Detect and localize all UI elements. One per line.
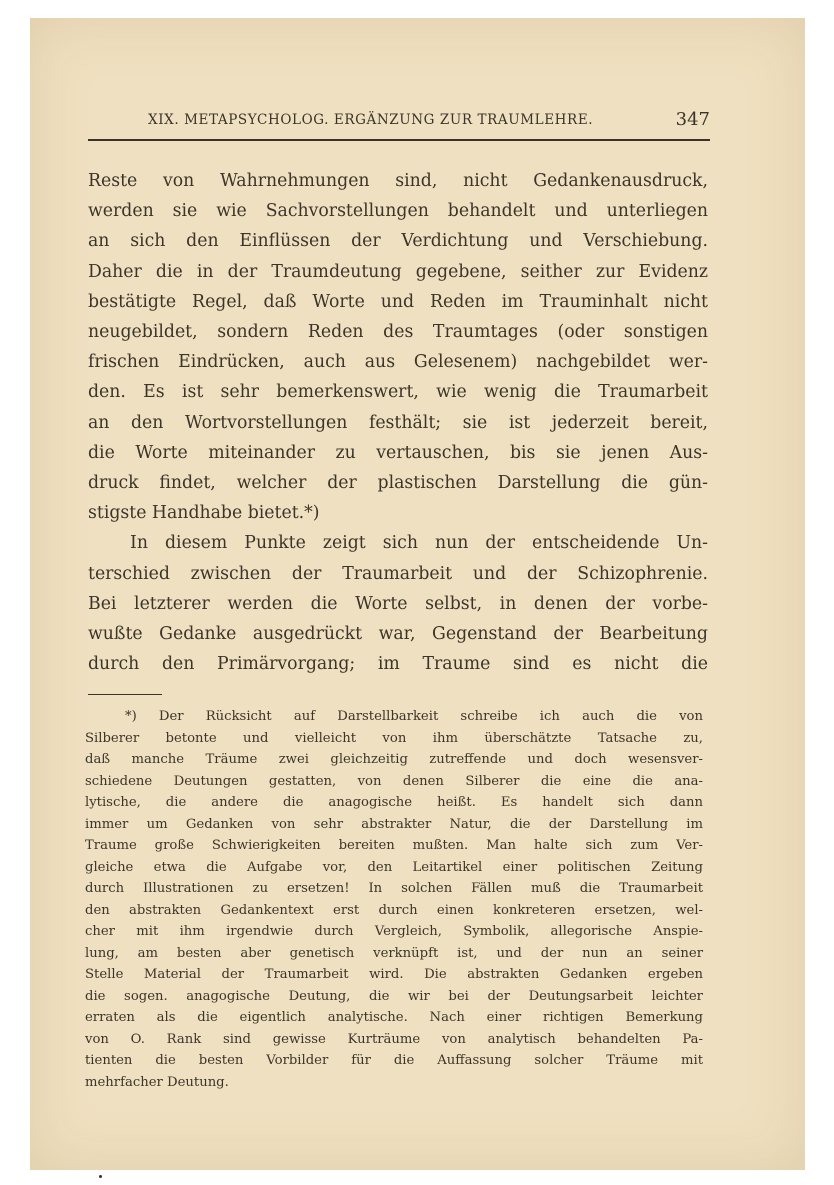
text-line: In diesem Punkte zeigt sich nun der entscheidende Un- (130, 533, 708, 554)
footnote-rule (88, 694, 162, 695)
footnote-line: immer um Gedanken von sehr abstrakter Natur, die der Darstellung im (85, 816, 703, 832)
footnote-line: Traume große Schwierigkeiten bereiten mußten. Man halte sich zum Ver- (85, 838, 703, 853)
footnote-line: cher mit ihm irgendwie durch Vergleich, Symbolik, allegorische Anspie- (85, 924, 703, 939)
main-text (88, 166, 708, 679)
text-line: frischen Eindrücken, auch aus Gelesenem) nachgebildet wer- (88, 352, 708, 373)
footnote-line: Silberer betonte und vielleicht von ihm überschätzte Tatsache zu, (85, 730, 703, 746)
footnote-line: den abstrakten Gedankentext erst durch einen konkreteren ersetzen, wel- (85, 902, 703, 918)
text-line: an sich den Einflüssen der Verdichtung und Verschiebung. (88, 231, 708, 252)
footnote-line: die sogen. anagogische Deutung, die wir bei der Deutungsarbeit leichter (85, 988, 703, 1004)
text-line: Bei letzterer werden die Worte selbst, in denen der vorbe- (88, 593, 708, 614)
text-line: werden sie wie Sachvorstellungen behandelt und unterliegen (88, 201, 708, 222)
paragraph-1 (88, 166, 708, 528)
text-line: Daher die in der Traumdeutung gegebene, seither zur Evidenz (88, 261, 708, 282)
text-line: Reste von Wahrnehmungen sind, nicht Gedankenausdruck, (88, 171, 708, 191)
footnote-line: daß manche Träume zwei gleichzeitig zutreffende und doch wesensver- (85, 752, 703, 767)
footnote-line: lytische, die andere die anagogische heißt. Es handelt sich dann (85, 795, 703, 810)
footnote (85, 706, 703, 1093)
footnote-line: erraten als die eigentlich analytische. Nach einer richtigen Bemerkung (85, 1010, 703, 1025)
text-line: bestätigte Regel, daß Worte und Reden im Trauminhalt nicht (88, 291, 708, 312)
text-line: die Worte miteinander zu vertauschen, bis sie jenen Aus- (88, 442, 708, 463)
text-line: den. Es ist sehr bemerkenswert, wie wenig die Traumarbeit (88, 382, 708, 403)
text-line: stigste Handhabe bietet.*) (88, 503, 320, 524)
text-line: terschied zwischen der Traumarbeit und der Schizophrenie. (88, 563, 708, 584)
footnote-line: durch Illustrationen zu ersetzen! In solchen Fällen muß die Traumarbeit (85, 881, 703, 896)
footnote-line: lung, am besten aber genetisch verknüpft ist, und der nun an seiner (85, 945, 703, 961)
paragraph-2 (88, 528, 708, 679)
footnote-line: schiedene Deutungen gestatten, von denen Silberer die eine die ana- (85, 773, 703, 789)
text-line: druck findet, welcher der plastischen Darstellung die gün- (88, 473, 708, 494)
footnote-line: mehrfacher Deutung. (85, 1074, 229, 1090)
page-number: 347 (675, 109, 710, 130)
text-line: wußte Gedanke ausgedrückt war, Gegenstand der Bearbeitung (88, 624, 708, 645)
text-line: durch den Primärvorgang; im Traume sind es nicht die (88, 654, 708, 675)
header-rule (88, 139, 710, 141)
running-title: XIX. METAPSYCHOLOG. ERGÄNZUNG ZUR TRAUMLEHRE. (148, 112, 594, 128)
footnote-line: Stelle Material der Traumarbeit wird. Die abstrakten Gedanken ergeben (85, 967, 703, 982)
text-line: neugebildet, sondern Reden des Traumtages (oder sonstigen (88, 322, 708, 343)
text-line: an den Wortvorstellungen festhält; sie ist jederzeit bereit, (88, 412, 708, 433)
footnote-line: tienten die besten Vorbilder für die Auffassung solcher Träume mit (85, 1053, 703, 1068)
footnote-line: gleiche etwa die Aufgabe vor, den Leitartikel einer politischen Zeitung (85, 859, 703, 875)
footnote-line: von O. Rank sind gewisse Kurträume von analytisch behandelten Pa- (85, 1031, 703, 1047)
book-page (30, 18, 805, 1170)
ink-speck (99, 1175, 102, 1178)
footnote-line: *) Der Rücksicht auf Darstellbarkeit schreibe ich auch die von (125, 709, 703, 724)
